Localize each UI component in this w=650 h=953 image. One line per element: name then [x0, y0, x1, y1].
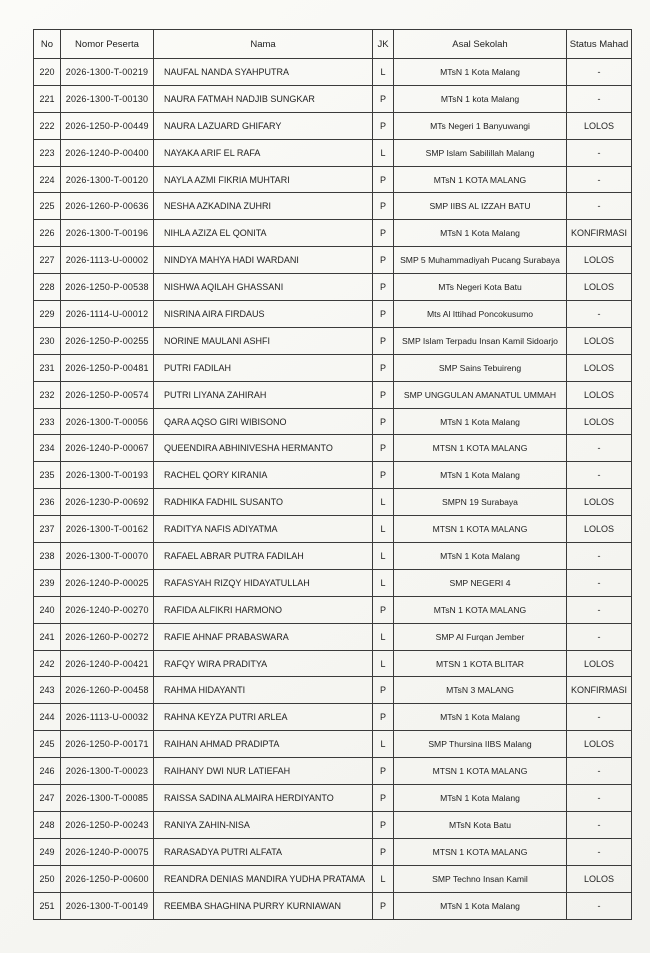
cell-nomor_peserta: 2026-1240-P-00075 [61, 838, 154, 865]
cell-no: 220 [34, 59, 61, 86]
cell-status_mahad: LOLOS [567, 274, 632, 301]
cell-jk: L [373, 865, 394, 892]
cell-nomor_peserta: 2026-1300-T-00193 [61, 462, 154, 489]
cell-nomor_peserta: 2026-1240-P-00400 [61, 139, 154, 166]
cell-nomor_peserta: 2026-1300-T-00085 [61, 785, 154, 812]
cell-nomor_peserta: 2026-1250-P-00481 [61, 354, 154, 381]
cell-jk: P [373, 354, 394, 381]
table-row [34, 381, 632, 408]
cell-no: 236 [34, 489, 61, 516]
cell-status_mahad: LOLOS [567, 408, 632, 435]
cell-asal_sekolah: MTsN 1 Kota Malang [394, 59, 567, 86]
cell-no: 239 [34, 569, 61, 596]
cell-jk: P [373, 381, 394, 408]
cell-status_mahad: - [567, 435, 632, 462]
table-row [34, 274, 632, 301]
table-row [34, 139, 632, 166]
cell-asal_sekolah: MTsN 1 Kota Malang [394, 543, 567, 570]
cell-status_mahad: LOLOS [567, 381, 632, 408]
cell-asal_sekolah: SMPN 19 Surabaya [394, 489, 567, 516]
cell-nomor_peserta: 2026-1300-T-00056 [61, 408, 154, 435]
cell-no: 222 [34, 112, 61, 139]
cell-nama: RAIHAN AHMAD PRADIPTA [154, 731, 373, 758]
cell-nomor_peserta: 2026-1230-P-00692 [61, 489, 154, 516]
table-row [34, 596, 632, 623]
cell-no: 251 [34, 892, 61, 919]
cell-jk: P [373, 811, 394, 838]
cell-jk: P [373, 596, 394, 623]
cell-nama: NAURA LAZUARD GHIFARY [154, 112, 373, 139]
col-header-nama: Nama [154, 30, 373, 59]
cell-asal_sekolah: SMP Al Furqan Jember [394, 623, 567, 650]
cell-status_mahad: LOLOS [567, 516, 632, 543]
cell-status_mahad: - [567, 301, 632, 328]
cell-jk: L [373, 59, 394, 86]
cell-asal_sekolah: SMP 5 Muhammadiyah Pucang Surabaya [394, 247, 567, 274]
cell-status_mahad: - [567, 139, 632, 166]
cell-asal_sekolah: MTsN 1 Kota Malang [394, 785, 567, 812]
cell-asal_sekolah: MTSN 1 KOTA MALANG [394, 838, 567, 865]
cell-jk: P [373, 327, 394, 354]
cell-jk: P [373, 166, 394, 193]
cell-no: 237 [34, 516, 61, 543]
table-row [34, 838, 632, 865]
cell-jk: P [373, 301, 394, 328]
cell-nomor_peserta: 2026-1114-U-00012 [61, 301, 154, 328]
cell-nomor_peserta: 2026-1250-P-00255 [61, 327, 154, 354]
cell-asal_sekolah: MTSN 1 KOTA BLITAR [394, 650, 567, 677]
table-row [34, 516, 632, 543]
cell-no: 243 [34, 677, 61, 704]
cell-no: 228 [34, 274, 61, 301]
cell-no: 245 [34, 731, 61, 758]
cell-nama: NISHWA AQILAH GHASSANI [154, 274, 373, 301]
table-row [34, 166, 632, 193]
cell-nama: PUTRI FADILAH [154, 354, 373, 381]
cell-jk: L [373, 516, 394, 543]
cell-jk: P [373, 220, 394, 247]
cell-jk: P [373, 704, 394, 731]
cell-status_mahad: KONFIRMASI [567, 677, 632, 704]
cell-status_mahad: LOLOS [567, 354, 632, 381]
cell-no: 249 [34, 838, 61, 865]
cell-nomor_peserta: 2026-1250-P-00171 [61, 731, 154, 758]
cell-asal_sekolah: SMP Sains Tebuireng [394, 354, 567, 381]
cell-nama: RADHIKA FADHIL SUSANTO [154, 489, 373, 516]
cell-nama: RACHEL QORY KIRANIA [154, 462, 373, 489]
table-row [34, 247, 632, 274]
cell-jk: P [373, 435, 394, 462]
col-header-asal_sekolah: Asal Sekolah [394, 30, 567, 59]
table-row [34, 731, 632, 758]
cell-status_mahad: LOLOS [567, 731, 632, 758]
cell-jk: P [373, 247, 394, 274]
cell-nomor_peserta: 2026-1240-P-00025 [61, 569, 154, 596]
cell-jk: L [373, 543, 394, 570]
cell-status_mahad: - [567, 193, 632, 220]
table-row [34, 112, 632, 139]
cell-asal_sekolah: SMP Islam Sabilillah Malang [394, 139, 567, 166]
cell-no: 242 [34, 650, 61, 677]
cell-nama: NIHLA AZIZA EL QONITA [154, 220, 373, 247]
cell-nama: NAURA FATMAH NADJIB SUNGKAR [154, 85, 373, 112]
table-row [34, 435, 632, 462]
cell-asal_sekolah: MTs Negeri 1 Banyuwangi [394, 112, 567, 139]
cell-no: 233 [34, 408, 61, 435]
table-row [34, 785, 632, 812]
cell-status_mahad: - [567, 85, 632, 112]
table-row [34, 865, 632, 892]
table-row [34, 220, 632, 247]
col-header-no: No [34, 30, 61, 59]
table-row [34, 704, 632, 731]
col-header-status_mahad: Status Mahad [567, 30, 632, 59]
table-row [34, 193, 632, 220]
cell-asal_sekolah: SMP NEGERI 4 [394, 569, 567, 596]
cell-asal_sekolah: SMP Islam Terpadu Insan Kamil Sidoarjo [394, 327, 567, 354]
cell-nama: REANDRA DENIAS MANDIRA YUDHA PRATAMA [154, 865, 373, 892]
cell-nama: NORINE MAULANI ASHFI [154, 327, 373, 354]
participants-table [33, 29, 632, 920]
cell-asal_sekolah: MTsN 1 KOTA MALANG [394, 596, 567, 623]
cell-nama: QARA AQSO GIRI WIBISONO [154, 408, 373, 435]
cell-nama: RAHMA HIDAYANTI [154, 677, 373, 704]
cell-nomor_peserta: 2026-1250-P-00449 [61, 112, 154, 139]
cell-status_mahad: LOLOS [567, 327, 632, 354]
cell-jk: P [373, 785, 394, 812]
cell-no: 240 [34, 596, 61, 623]
cell-nomor_peserta: 2026-1113-U-00032 [61, 704, 154, 731]
cell-nomor_peserta: 2026-1250-P-00574 [61, 381, 154, 408]
cell-status_mahad: - [567, 838, 632, 865]
cell-nama: RARASADYA PUTRI ALFATA [154, 838, 373, 865]
cell-asal_sekolah: SMP IIBS AL IZZAH BATU [394, 193, 567, 220]
cell-nama: RAISSA SADINA ALMAIRA HERDIYANTO [154, 785, 373, 812]
cell-nama: NAUFAL NANDA SYAHPUTRA [154, 59, 373, 86]
cell-nomor_peserta: 2026-1250-P-00538 [61, 274, 154, 301]
cell-nama: RAFASYAH RIZQY HIDAYATULLAH [154, 569, 373, 596]
cell-no: 232 [34, 381, 61, 408]
table-row [34, 543, 632, 570]
cell-asal_sekolah: MTsN 1 KOTA MALANG [394, 166, 567, 193]
table-header [34, 30, 632, 59]
cell-status_mahad: - [567, 166, 632, 193]
cell-nomor_peserta: 2026-1240-P-00067 [61, 435, 154, 462]
cell-nomor_peserta: 2026-1240-P-00270 [61, 596, 154, 623]
cell-nama: RANIYA ZAHIN-NISA [154, 811, 373, 838]
cell-jk: L [373, 569, 394, 596]
cell-no: 231 [34, 354, 61, 381]
cell-nama: NAYLA AZMI FIKRIA MUHTARI [154, 166, 373, 193]
cell-nama: REEMBA SHAGHINA PURRY KURNIAWAN [154, 892, 373, 919]
cell-jk: P [373, 408, 394, 435]
cell-status_mahad: - [567, 59, 632, 86]
cell-nama: NISRINA AIRA FIRDAUS [154, 301, 373, 328]
cell-no: 227 [34, 247, 61, 274]
cell-jk: L [373, 623, 394, 650]
cell-nomor_peserta: 2026-1250-P-00600 [61, 865, 154, 892]
cell-asal_sekolah: MTsN 1 kota Malang [394, 85, 567, 112]
cell-asal_sekolah: MTsN 1 Kota Malang [394, 408, 567, 435]
cell-status_mahad: - [567, 785, 632, 812]
cell-nomor_peserta: 2026-1300-T-00023 [61, 758, 154, 785]
cell-status_mahad: LOLOS [567, 650, 632, 677]
cell-status_mahad: - [567, 892, 632, 919]
cell-nomor_peserta: 2026-1300-T-00070 [61, 543, 154, 570]
cell-jk: L [373, 139, 394, 166]
table-row [34, 85, 632, 112]
cell-nama: RAIHANY DWI NUR LATIEFAH [154, 758, 373, 785]
cell-no: 235 [34, 462, 61, 489]
cell-no: 250 [34, 865, 61, 892]
cell-asal_sekolah: SMP Techno Insan Kamil [394, 865, 567, 892]
cell-jk: P [373, 193, 394, 220]
cell-no: 244 [34, 704, 61, 731]
table-row [34, 489, 632, 516]
cell-asal_sekolah: MTsN 1 Kota Malang [394, 220, 567, 247]
cell-nomor_peserta: 2026-1240-P-00421 [61, 650, 154, 677]
cell-status_mahad: - [567, 596, 632, 623]
cell-nomor_peserta: 2026-1300-T-00120 [61, 166, 154, 193]
cell-no: 247 [34, 785, 61, 812]
cell-nomor_peserta: 2026-1260-P-00636 [61, 193, 154, 220]
cell-nama: NAYAKA ARIF EL RAFA [154, 139, 373, 166]
table-row [34, 650, 632, 677]
cell-no: 224 [34, 166, 61, 193]
cell-status_mahad: - [567, 758, 632, 785]
cell-nama: NESHA AZKADINA ZUHRI [154, 193, 373, 220]
cell-nama: RAFAEL ABRAR PUTRA FADILAH [154, 543, 373, 570]
cell-asal_sekolah: SMP Thursina IIBS Malang [394, 731, 567, 758]
cell-nama: RAFIDA ALFIKRI HARMONO [154, 596, 373, 623]
cell-no: 248 [34, 811, 61, 838]
cell-nomor_peserta: 2026-1300-T-00162 [61, 516, 154, 543]
cell-status_mahad: LOLOS [567, 489, 632, 516]
cell-status_mahad: - [567, 569, 632, 596]
cell-no: 230 [34, 327, 61, 354]
col-header-nomor_peserta: Nomor Peserta [61, 30, 154, 59]
cell-asal_sekolah: SMP UNGGULAN AMANATUL UMMAH [394, 381, 567, 408]
cell-jk: L [373, 650, 394, 677]
cell-status_mahad: - [567, 811, 632, 838]
cell-no: 223 [34, 139, 61, 166]
cell-asal_sekolah: Mts Al Ittihad Poncokusumo [394, 301, 567, 328]
cell-asal_sekolah: MTs Negeri Kota Batu [394, 274, 567, 301]
table-row [34, 758, 632, 785]
cell-nomor_peserta: 2026-1260-P-00272 [61, 623, 154, 650]
cell-nomor_peserta: 2026-1113-U-00002 [61, 247, 154, 274]
table-row [34, 623, 632, 650]
table-row [34, 327, 632, 354]
cell-no: 221 [34, 85, 61, 112]
cell-status_mahad: KONFIRMASI [567, 220, 632, 247]
cell-nama: RAFQY WIRA PRADITYA [154, 650, 373, 677]
cell-jk: P [373, 274, 394, 301]
table-row [34, 408, 632, 435]
cell-jk: P [373, 758, 394, 785]
cell-status_mahad: LOLOS [567, 865, 632, 892]
cell-nomor_peserta: 2026-1300-T-00149 [61, 892, 154, 919]
cell-no: 238 [34, 543, 61, 570]
cell-status_mahad: - [567, 623, 632, 650]
cell-jk: P [373, 838, 394, 865]
cell-no: 241 [34, 623, 61, 650]
cell-no: 246 [34, 758, 61, 785]
cell-no: 229 [34, 301, 61, 328]
table-row [34, 569, 632, 596]
cell-nama: NINDYA MAHYA HADI WARDANI [154, 247, 373, 274]
header-row [34, 30, 632, 59]
cell-asal_sekolah: MTsN 1 Kota Malang [394, 462, 567, 489]
cell-nama: QUEENDIRA ABHINIVESHA HERMANTO [154, 435, 373, 462]
cell-nama: RAHNA KEYZA PUTRI ARLEA [154, 704, 373, 731]
cell-status_mahad: LOLOS [567, 112, 632, 139]
cell-status_mahad: - [567, 462, 632, 489]
cell-asal_sekolah: MTSN 1 KOTA MALANG [394, 435, 567, 462]
cell-status_mahad: - [567, 543, 632, 570]
cell-asal_sekolah: MTSN 1 KOTA MALANG [394, 758, 567, 785]
table-row [34, 354, 632, 381]
cell-nomor_peserta: 2026-1260-P-00458 [61, 677, 154, 704]
table-row [34, 301, 632, 328]
cell-jk: P [373, 892, 394, 919]
cell-nama: RADITYA NAFIS ADIYATMA [154, 516, 373, 543]
cell-no: 234 [34, 435, 61, 462]
cell-no: 226 [34, 220, 61, 247]
cell-nama: RAFIE AHNAF PRABASWARA [154, 623, 373, 650]
cell-asal_sekolah: MTsN 1 Kota Malang [394, 892, 567, 919]
table-row [34, 462, 632, 489]
cell-nomor_peserta: 2026-1300-T-00130 [61, 85, 154, 112]
cell-asal_sekolah: MTsN 3 MALANG [394, 677, 567, 704]
cell-nomor_peserta: 2026-1300-T-00196 [61, 220, 154, 247]
table-body [34, 59, 632, 920]
table-row [34, 892, 632, 919]
cell-jk: L [373, 489, 394, 516]
cell-jk: P [373, 677, 394, 704]
cell-jk: P [373, 462, 394, 489]
cell-nama: PUTRI LIYANA ZAHIRAH [154, 381, 373, 408]
table-row [34, 677, 632, 704]
col-header-jk: JK [373, 30, 394, 59]
cell-no: 225 [34, 193, 61, 220]
cell-nomor_peserta: 2026-1250-P-00243 [61, 811, 154, 838]
cell-asal_sekolah: MTSN 1 KOTA MALANG [394, 516, 567, 543]
cell-asal_sekolah: MTsN 1 Kota Malang [394, 704, 567, 731]
cell-jk: P [373, 112, 394, 139]
cell-status_mahad: - [567, 704, 632, 731]
cell-jk: P [373, 85, 394, 112]
cell-asal_sekolah: MTsN Kota Batu [394, 811, 567, 838]
table-row [34, 811, 632, 838]
cell-nomor_peserta: 2026-1300-T-00219 [61, 59, 154, 86]
table-row [34, 59, 632, 86]
cell-jk: L [373, 731, 394, 758]
cell-status_mahad: LOLOS [567, 247, 632, 274]
